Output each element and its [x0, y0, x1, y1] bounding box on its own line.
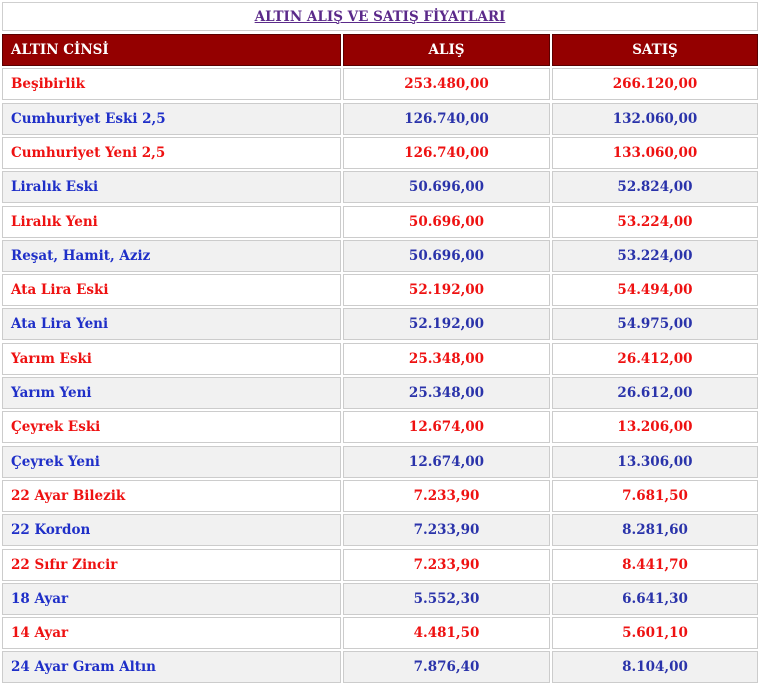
sell-price-cell: 8.441,70	[552, 549, 758, 581]
buy-price-cell: 126.740,00	[343, 103, 550, 135]
sell-price-cell: 26.412,00	[552, 343, 758, 375]
sell-price-cell: 53.224,00	[552, 240, 758, 272]
buy-price-cell: 7.876,40	[343, 651, 550, 683]
sell-price-cell: 52.824,00	[552, 171, 758, 203]
buy-price-cell: 4.481,50	[343, 617, 550, 649]
gold-type-cell: 14 Ayar	[2, 617, 341, 649]
table-row	[2, 308, 758, 340]
gold-type-cell: 22 Ayar Bilezik	[2, 480, 341, 512]
gold-type-cell: Liralık Yeni	[2, 206, 341, 238]
sell-price-cell: 266.120,00	[552, 68, 758, 100]
table-row	[2, 377, 758, 409]
gold-type-cell: Cumhuriyet Eski 2,5	[2, 103, 341, 135]
gold-type-cell: Beşibirlik	[2, 68, 341, 100]
buy-price-cell: 7.233,90	[343, 480, 550, 512]
gold-type-cell: Ata Lira Yeni	[2, 308, 341, 340]
header-sell: SATIŞ	[552, 34, 758, 66]
sell-price-cell: 5.601,10	[552, 617, 758, 649]
buy-price-cell: 52.192,00	[343, 308, 550, 340]
gold-type-cell: Çeyrek Eski	[2, 411, 341, 443]
header-type: ALTIN CİNSİ	[2, 34, 341, 66]
table-row	[2, 103, 758, 135]
sell-price-cell: 7.681,50	[552, 480, 758, 512]
buy-price-cell: 7.233,90	[343, 514, 550, 546]
buy-price-cell: 12.674,00	[343, 446, 550, 478]
gold-type-cell: Liralık Eski	[2, 171, 341, 203]
gold-type-cell: Cumhuriyet Yeni 2,5	[2, 137, 341, 169]
gold-type-cell: 22 Sıfır Zincir	[2, 549, 341, 581]
sell-price-cell: 13.206,00	[552, 411, 758, 443]
gold-type-cell: Yarım Eski	[2, 343, 341, 375]
table-row	[2, 617, 758, 649]
gold-type-cell: Çeyrek Yeni	[2, 446, 341, 478]
buy-price-cell: 50.696,00	[343, 240, 550, 272]
sell-price-cell: 6.641,30	[552, 583, 758, 615]
sell-price-cell: 54.975,00	[552, 308, 758, 340]
buy-price-cell: 126.740,00	[343, 137, 550, 169]
buy-price-cell: 253.480,00	[343, 68, 550, 100]
header-buy: ALIŞ	[343, 34, 550, 66]
table-row	[2, 411, 758, 443]
table-row	[2, 343, 758, 375]
table-row	[2, 240, 758, 272]
buy-price-cell: 7.233,90	[343, 549, 550, 581]
table-row	[2, 137, 758, 169]
sell-price-cell: 8.281,60	[552, 514, 758, 546]
gold-type-cell: Yarım Yeni	[2, 377, 341, 409]
table-row	[2, 446, 758, 478]
table-row	[2, 68, 758, 100]
buy-price-cell: 50.696,00	[343, 171, 550, 203]
gold-type-cell: 22 Kordon	[2, 514, 341, 546]
gold-type-cell: 18 Ayar	[2, 583, 341, 615]
sell-price-cell: 53.224,00	[552, 206, 758, 238]
title-link[interactable]: ALTIN ALIŞ VE SATIŞ FİYATLARI	[254, 8, 506, 25]
buy-price-cell: 50.696,00	[343, 206, 550, 238]
table-row	[2, 651, 758, 683]
table-header-row	[2, 34, 758, 66]
table-row	[2, 171, 758, 203]
sell-price-cell: 8.104,00	[552, 651, 758, 683]
buy-price-cell: 25.348,00	[343, 377, 550, 409]
table-row	[2, 274, 758, 306]
table-row	[2, 480, 758, 512]
gold-type-cell: Reşat, Hamit, Aziz	[2, 240, 341, 272]
buy-price-cell: 5.552,30	[343, 583, 550, 615]
sell-price-cell: 13.306,00	[552, 446, 758, 478]
table-caption	[2, 2, 758, 31]
sell-price-cell: 133.060,00	[552, 137, 758, 169]
buy-price-cell: 52.192,00	[343, 274, 550, 306]
sell-price-cell: 26.612,00	[552, 377, 758, 409]
table-row	[2, 206, 758, 238]
table-row	[2, 549, 758, 581]
sell-price-cell: 54.494,00	[552, 274, 758, 306]
table-row	[2, 583, 758, 615]
table-row	[2, 514, 758, 546]
buy-price-cell: 12.674,00	[343, 411, 550, 443]
gold-type-cell: Ata Lira Eski	[2, 274, 341, 306]
sell-price-cell: 132.060,00	[552, 103, 758, 135]
gold-type-cell: 24 Ayar Gram Altın	[2, 651, 341, 683]
buy-price-cell: 25.348,00	[343, 343, 550, 375]
